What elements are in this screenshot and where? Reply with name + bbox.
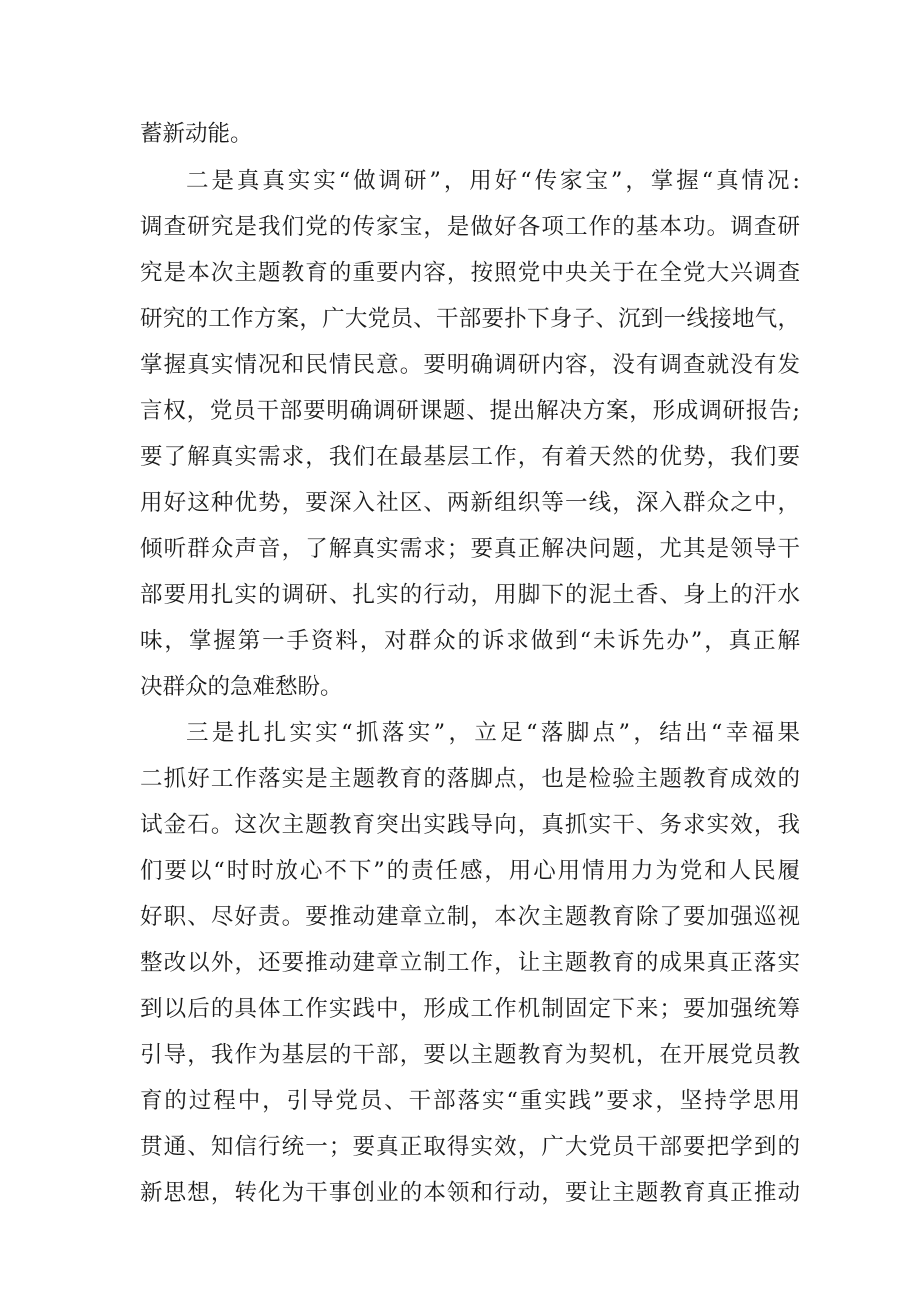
text-line: 味，掌握第一手资料，对群众的诉求做到“未诉先办”，真正解: [140, 628, 800, 654]
text-line: 好职、尽好责。要推动建章立制，本次主题教育除了要加强巡视: [140, 904, 800, 930]
text-line: 言权，党员干部要明确调研课题、提出解决方案，形成调研报告;: [140, 398, 800, 424]
text-line: 新思想，转化为干事创业的本领和行动，要让主题教育真正推动: [140, 1180, 800, 1206]
paragraph-2-first-line: 二是真真实实“做调研”，用好“传家宝”，掌握“真情况:: [186, 168, 800, 194]
text-line: 用好这种优势，要深入社区、两新组织等一线，深入群众之中，: [140, 490, 800, 516]
paragraph-3-first-line: 三是扎扎实实“抓落实”，立足“落脚点”，结出“幸福果: [186, 720, 800, 746]
text-line: 引导，我作为基层的干部，要以主题教育为契机，在开展党员教: [140, 1042, 800, 1068]
text-line: 试金石。这次主题教育突出实践导向，真抓实干、务求实效，我: [140, 812, 800, 838]
text-line: 二抓好工作落实是主题教育的落脚点，也是检验主题教育成效的: [140, 766, 800, 792]
text-line: 部要用扎实的调研、扎实的行动，用脚下的泥土香、身上的汗水: [140, 582, 800, 608]
text-line: 要了解真实需求，我们在最基层工作，有着天然的优势，我们要: [140, 444, 800, 470]
text-line: 到以后的具体工作实践中，形成工作机制固定下来；要加强统筹: [140, 996, 800, 1022]
text-line: 决群众的急难愁盼。: [140, 674, 343, 700]
text-line: 育的过程中，引导党员、干部落实“重实践”要求，坚持学思用: [140, 1088, 800, 1114]
text-line: 调查研究是我们党的传家宝，是做好各项工作的基本功。调查研: [140, 214, 800, 240]
text-line: 倾听群众声音，了解真实需求；要真正解决问题，尤其是领导干: [140, 536, 800, 562]
text-line: 们要以“时时放心不下”的责任感，用心用情用力为党和人民履: [140, 858, 800, 884]
text-line: 整改以外，还要推动建章立制工作，让主题教育的成果真正落实: [140, 950, 800, 976]
text-line: 究是本次主题教育的重要内容，按照党中央关于在全党大兴调查: [140, 260, 800, 286]
text-line: 研究的工作方案，广大党员、干部要扑下身子、沉到一线接地气，: [140, 306, 800, 332]
text-line: 掌握真实情况和民情民意。要明确调研内容，没有调查就没有发: [140, 352, 800, 378]
text-line: 蓄新动能。: [140, 121, 253, 147]
text-line: 贯通、知信行统一；要真正取得实效，广大党员干部要把学到的: [140, 1134, 800, 1160]
